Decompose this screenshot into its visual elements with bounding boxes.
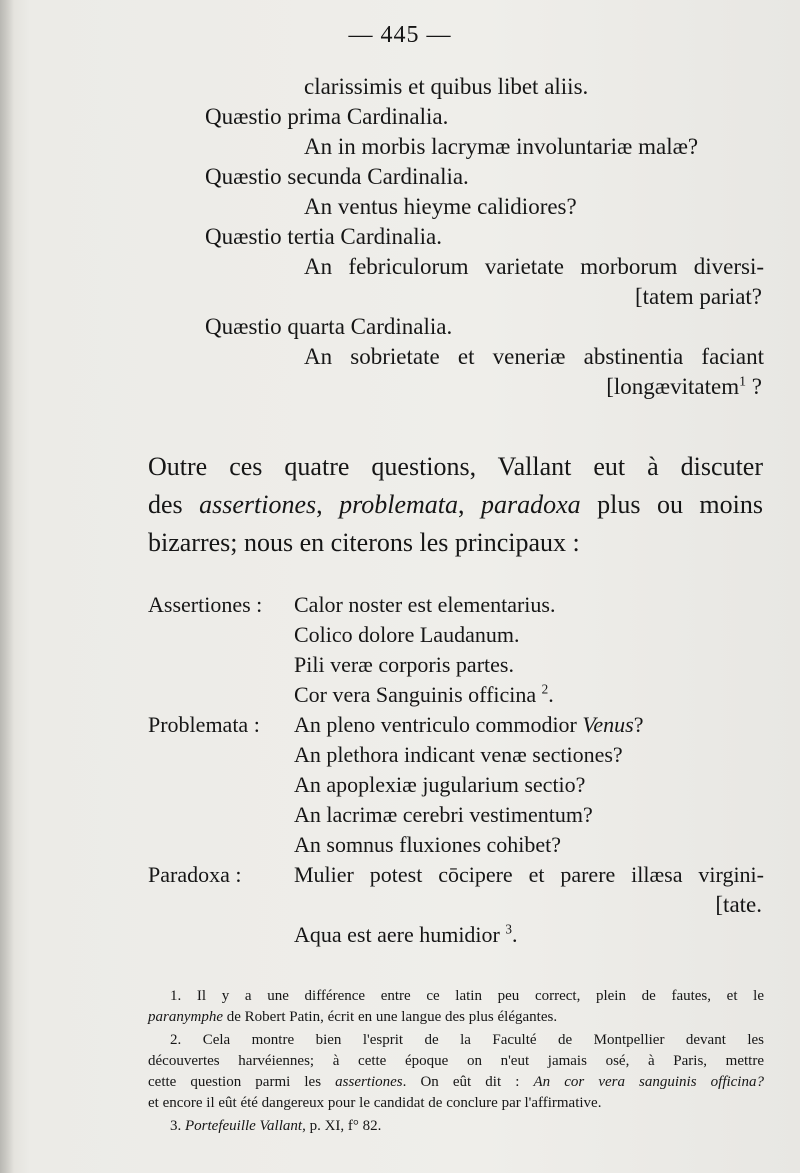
footnote-3 [170,1116,764,1137]
assertio-item: Calor noster est elementarius. [294,592,556,617]
assertio-item [294,680,554,710]
paradoxa-label: Paradoxa : [148,862,242,887]
footnote-2-mid: . On eût dit : [402,1074,534,1090]
term-problemata: problemata [339,490,459,519]
problema-item: An apoplexiæ jugularium sectio? [294,772,586,797]
question-3-continuation: [tatem pariat? [634,284,762,309]
assertio-item: Colico dolore Laudanum. [294,622,520,647]
footnote-2-line-1: 2. Cela montre bien l'esprit de la Faculté de Montpellier devant les [170,1032,764,1048]
footnote-3-post: , p. XI, f° 82. [302,1118,382,1134]
problema-item: An plethora indicant venæ sectiones? [294,742,623,767]
footnote-ref-1: 1 [739,373,747,389]
paradoxon-item-text: Aqua est aere humidior [294,922,500,947]
footnote-1-line-1: 1. Il y a une différence entre ce latin peu correct, plein de fautes, et le [170,988,764,1004]
footnote-2-italic-2: An cor vera sanguinis officina? [533,1074,764,1090]
paradoxon-item-tail: . [511,922,518,947]
paragraph-line-2-sep2: , [458,490,481,519]
problema-item [294,710,643,740]
question-3-label: Quæstio tertia Cardinalia. [205,224,442,249]
footnote-2-line-3 [148,1072,764,1093]
assertio-item-tail: . [548,682,554,707]
problema-item-post: ? [633,712,644,737]
questions-intro: clarissimis et quibus libet aliis. [304,74,589,99]
question-1-text: An in morbis lacrymæ involuntariæ malæ? [304,134,699,159]
question-1-label: Quæstio prima Cardinalia. [205,104,449,129]
assertio-item-text: Cor vera Sanguinis officina [294,682,537,707]
paradoxon-continuation: [tate. [715,892,762,917]
footnote-1-italic: paranymphe [148,1009,223,1025]
question-4-continuation-text: [longævitatem [606,374,740,399]
footnote-2-line-4: et encore il eût été dangereux pour le candidat de conclure par l'affirmative. [148,1095,602,1111]
question-4-qmark: ? [746,374,762,399]
page-edge-shadow [0,0,14,1173]
question-2-text: An ventus hieyme calidiores? [304,194,577,219]
problemata-label: Problemata : [148,712,260,737]
paragraph-line-3: bizarres; nous en citerons les principaux : [148,528,580,557]
term-paradoxa: paradoxa [481,490,581,519]
footnote-2-line-2: découvertes harvéiennes; à cette époque on n'eut jamais osé, à Paris, mettre [148,1053,764,1069]
question-4-label: Quæstio quarta Cardinalia. [205,314,453,339]
paragraph-line-2 [148,486,763,524]
paragraph-line-2-pre: des [148,490,200,519]
footnote-2-italic-1: assertiones [335,1074,403,1090]
problema-item: An somnus fluxiones cohibet? [294,832,562,857]
paragraph-line-1: Outre ces quatre questions, Vallant eut à discuter [148,452,763,481]
footnote-3-pre: 3. [170,1118,185,1134]
problema-item-italic: Venus [582,712,634,737]
assertiones-label: Assertiones : [148,592,263,617]
paradoxon-item [294,920,517,950]
paragraph-line-2-post: plus ou moins [580,490,763,519]
footnote-1-line-2 [148,1007,764,1028]
paradoxon-item: Mulier potest cōcipere et parere illæsa virgini- [294,862,764,887]
question-4-continuation [606,372,762,402]
footnote-ref-3: 3 [505,921,512,937]
question-4-text: An sobrietate et veneriæ abstinentia faciant [304,344,764,369]
question-3-text: An febriculorum varietate morborum diversi- [304,254,764,279]
footnote-3-italic: Portefeuille Vallant [185,1118,303,1134]
assertio-item: Pili veræ corporis partes. [294,652,514,677]
footnote-2-pre: cette question parmi les [148,1074,336,1090]
page-number: — 445 — [348,22,452,48]
intro-paragraph [148,448,763,562]
problema-item-pre: An pleno ventriculo commodior [294,712,583,737]
footnote-ref-2: 2 [541,681,549,697]
footnote-1-text: de Robert Patin, écrit en une langue des plus élégantes. [223,1009,558,1025]
problema-item: An lacrimæ cerebri vestimentum? [294,802,593,827]
term-assertiones: assertiones [199,490,317,519]
paragraph-line-2-sep1: , [316,490,340,519]
question-2-label: Quæstio secunda Cardinalia. [205,164,469,189]
